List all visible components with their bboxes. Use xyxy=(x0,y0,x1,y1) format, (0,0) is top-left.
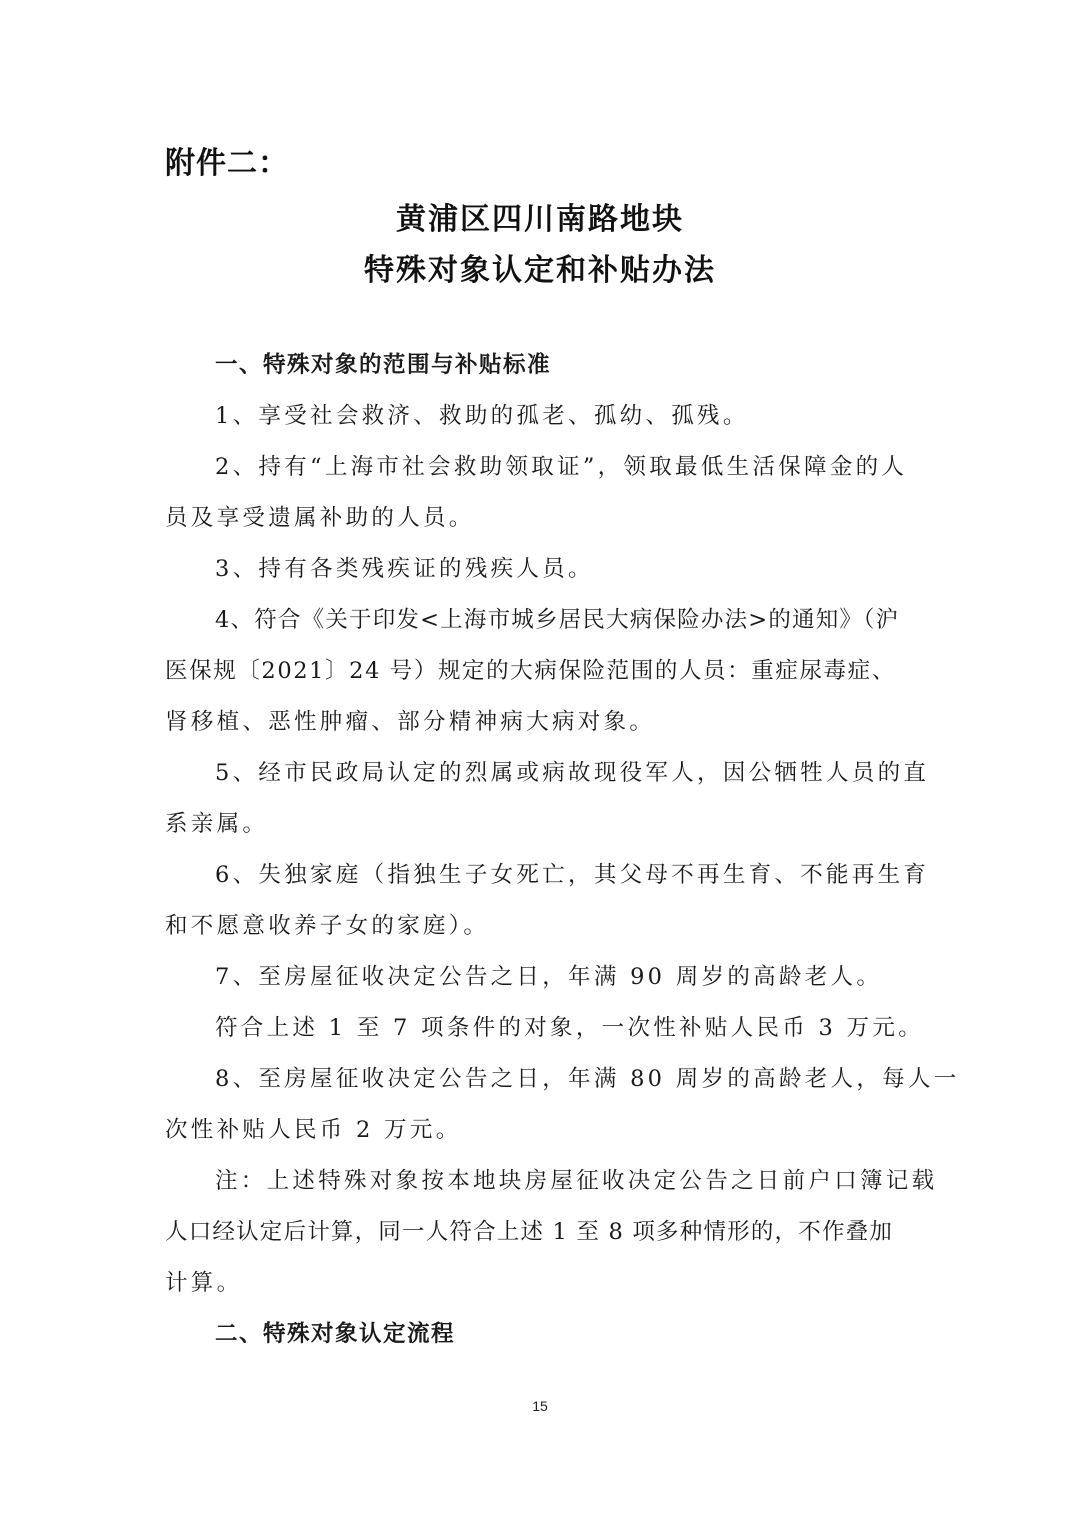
item-2-line-1: 2、持有“上海市社会救助领取证”，领取最低生活保障金的人 xyxy=(215,454,908,480)
item-4-line-2: 医保规〔2021〕24 号）规定的大病保险范围的人员：重症尿毒症、 xyxy=(165,658,896,684)
item-4-line-1: 4、符合《关于印发<上海市城乡居民大病保险办法>的通知》（沪 xyxy=(215,607,900,633)
note-line-1: 注：上述特殊对象按本地块房屋征收决定公告之日前户口簿记载 xyxy=(215,1168,938,1194)
item-8-line-1: 8、至房屋征收决定公告之日，年满 80 周岁的高龄老人，每人一 xyxy=(215,1066,960,1092)
item-2-line-2: 员及享受遗属补助的人员。 xyxy=(165,505,475,531)
item-3: 3、持有各类残疾证的残疾人员。 xyxy=(215,556,594,582)
note-line-2: 人口经认定后计算，同一人符合上述 1 至 8 项多种情形的，不作叠加 xyxy=(165,1219,894,1245)
section-1-heading: 一、特殊对象的范围与补贴标准 xyxy=(215,352,552,378)
item-6-line-1: 6、失独家庭（指独生子女死亡，其父母不再生育、不能再生育 xyxy=(215,862,930,888)
section-2-heading: 二、特殊对象认定流程 xyxy=(215,1321,456,1347)
item-5-line-1: 5、经市民政局认定的烈属或病故现役军人，因公牺牲人员的直 xyxy=(215,760,930,786)
document-title-line-2: 特殊对象认定和补贴办法 xyxy=(364,253,716,288)
item-7: 7、至房屋征收决定公告之日，年满 90 周岁的高龄老人。 xyxy=(215,964,883,990)
item-6-line-2: 和不愿意收养子女的家庭）。 xyxy=(165,913,490,939)
item-5-line-2: 系亲属。 xyxy=(165,811,269,837)
page-number: 15 xyxy=(532,1398,548,1414)
item-8-line-2: 次性补贴人民币 2 万元。 xyxy=(165,1117,462,1143)
summary-subsidy-line: 符合上述 1 至 7 项条件的对象，一次性补贴人民币 3 万元。 xyxy=(215,1015,924,1041)
document-title-line-1: 黄浦区四川南路地块 xyxy=(396,202,684,237)
item-1: 1、享受社会救济、救助的孤老、孤幼、孤残。 xyxy=(215,403,749,429)
item-4-line-3: 肾移植、恶性肿瘤、部分精神病大病对象。 xyxy=(165,709,656,735)
note-line-3: 计算。 xyxy=(165,1270,243,1296)
attachment-label: 附件二： xyxy=(165,146,289,181)
